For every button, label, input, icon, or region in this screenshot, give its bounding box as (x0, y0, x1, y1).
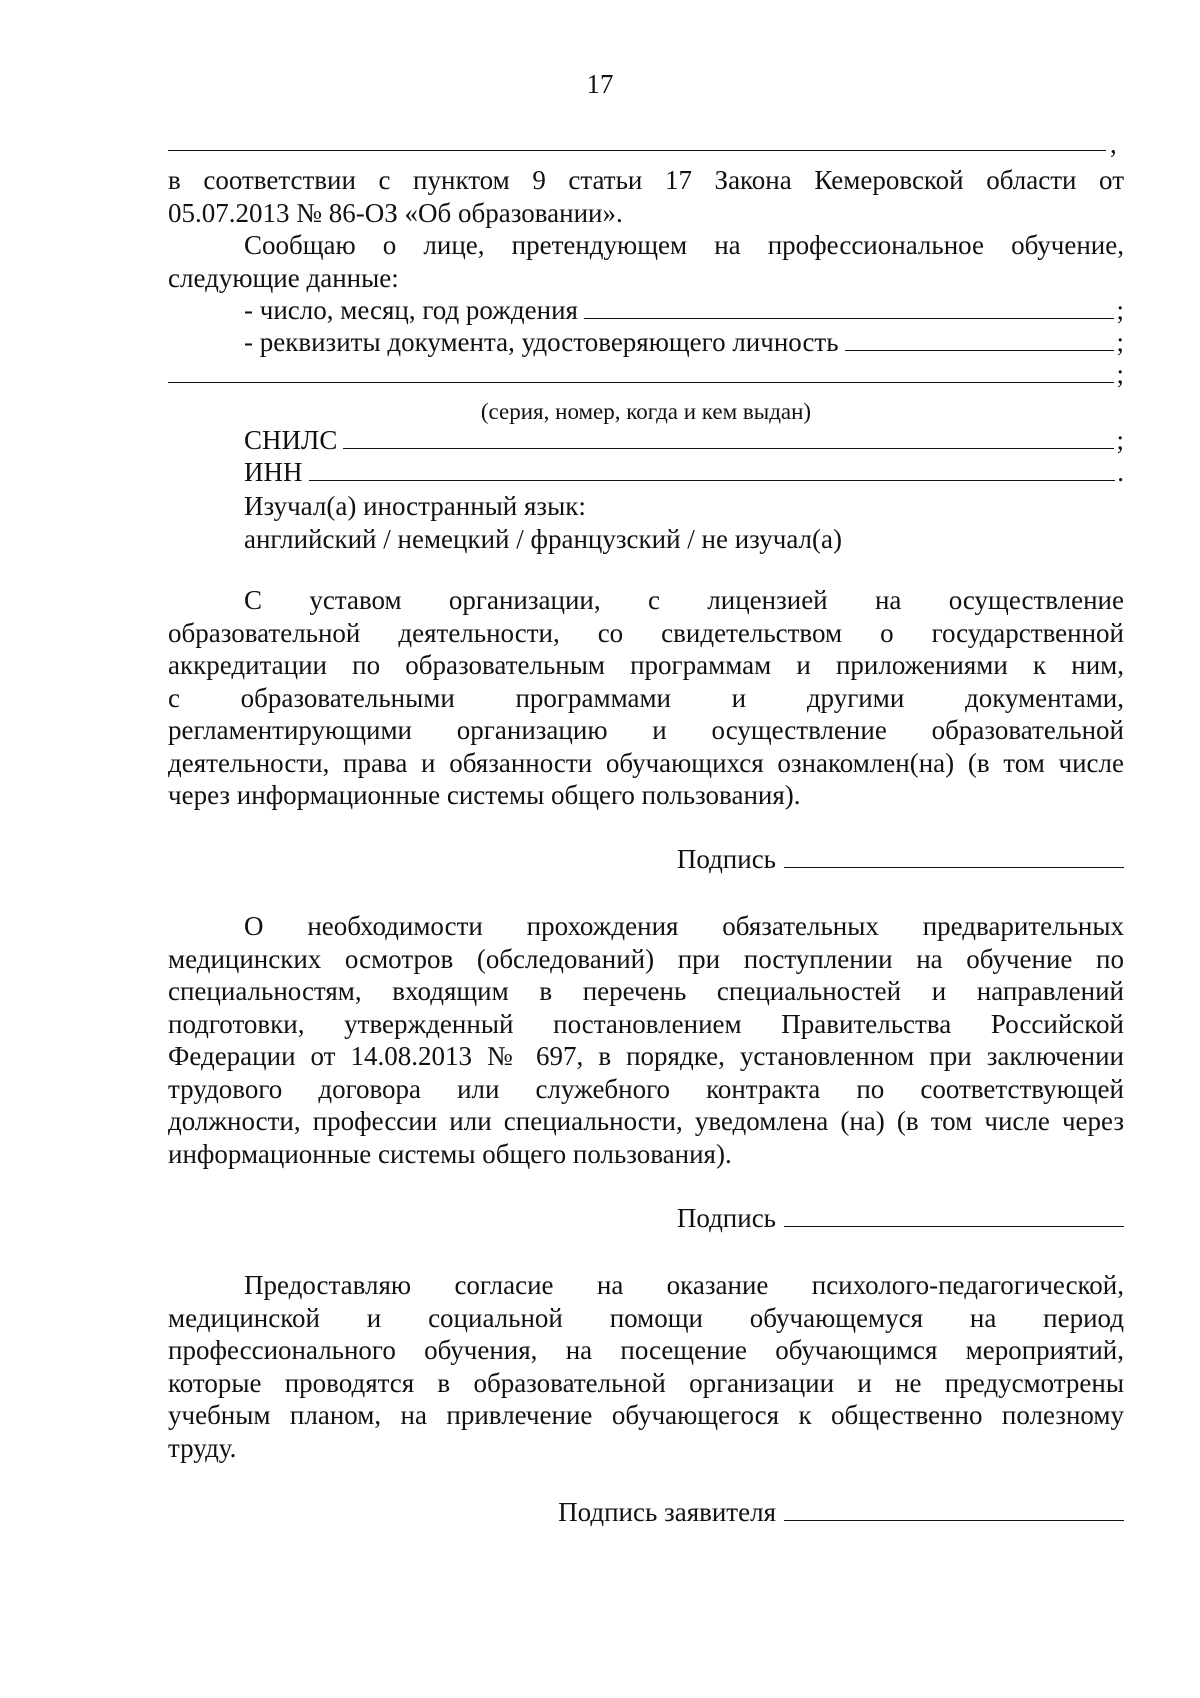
applicant-signature (558, 1497, 1124, 1528)
medical-line: трудового договора или служебного контракта по соответствующей (168, 1073, 1124, 1104)
inn-field (244, 456, 1124, 489)
medical-line: подготовки, утвержденный постановлением Правительства Российской (168, 1008, 1124, 1039)
signature-input-line[interactable] (784, 1225, 1124, 1227)
medical-line: медицинских осмотров (обследований) при поступлении на обучение по (168, 943, 1124, 974)
top-blank-line (168, 150, 1106, 151)
page-number: 17 (586, 69, 614, 99)
report-line-2: следующие данные: (168, 262, 399, 293)
consent-line: медицинской и социальной помощи обучающемуся на период (168, 1302, 1124, 1333)
birth-date-label: - число, месяц, год рождения (244, 295, 578, 325)
signature-label: Подпись (676, 1203, 776, 1233)
id-document-continuation-line[interactable] (168, 382, 1114, 383)
medical-line: О необходимости прохождения обязательных предварительных (244, 911, 1124, 941)
medical-line: специальностям, входящим в перечень специальностей и направлений (168, 976, 1124, 1006)
snils-input-line[interactable] (343, 448, 1114, 449)
consent-line: труду. (168, 1432, 237, 1463)
consent-line: которые проводятся в образовательной организации и не предусмотрены (168, 1367, 1124, 1398)
medical-paragraph (168, 910, 1124, 1170)
intro-line-1: в соответствии с пунктом 9 статьи 17 Закона Кемеровской области от (168, 165, 1124, 195)
consent-line: профессионального обучения, на посещение обучающимся мероприятий, (168, 1335, 1124, 1365)
medical-line: должности, профессии или специальности, уведомлена (на) (в том числе через (168, 1106, 1124, 1136)
charter-line: аккредитации по образовательным программам и приложениями к ним, (168, 650, 1124, 680)
consent-line: Предоставляю согласие на оказание психолого-педагогической, (244, 1270, 1124, 1300)
birth-date-field (244, 294, 1124, 327)
inn-label: ИНН (244, 457, 303, 487)
signature-input-line[interactable] (784, 866, 1124, 868)
applicant-signature-input-line[interactable] (784, 1519, 1124, 1521)
snils-field (244, 424, 1124, 457)
inn-end: . (1117, 457, 1124, 487)
top-comma: , (1110, 129, 1117, 159)
inn-input-line[interactable] (309, 480, 1116, 481)
intro-paragraph (168, 164, 1124, 294)
language-block (244, 490, 1124, 555)
charter-signature (677, 844, 1124, 875)
intro-line-2: 05.07.2013 № 86-ОЗ «Об образовании». (168, 197, 623, 228)
id-document-end: ; (1116, 327, 1124, 357)
id-document-continuation-end: ; (1116, 359, 1124, 389)
birth-date-end: ; (1116, 295, 1124, 325)
charter-line: С уставом организации, с лицензией на осуществление (244, 585, 1124, 615)
medical-line: информационные системы общего пользования). (168, 1138, 732, 1169)
snils-label: СНИЛС (244, 425, 338, 455)
charter-paragraph (168, 584, 1124, 812)
language-options: английский / немецкий / французский / не изучал(а) (244, 523, 842, 554)
snils-end: ; (1116, 425, 1124, 455)
id-document-label: - реквизиты документа, удостоверяющего личность (244, 327, 839, 357)
charter-line: образовательной деятельности, со свидетельством о государственной (168, 617, 1124, 648)
charter-line: регламентирующими организацию и осуществление образовательной (168, 715, 1124, 745)
medical-line: Федерации от 14.08.2013 № 697, в порядке, установленном при заключении (168, 1041, 1124, 1071)
id-document-field (244, 326, 1124, 359)
consent-line: учебным планом, на привлечение обучающегося к общественно полезному (168, 1400, 1124, 1430)
language-label: Изучал(а) иностранный язык: (244, 491, 586, 521)
charter-line: с образовательными программами и другими документами, (168, 682, 1124, 713)
charter-line: через информационные системы общего пользования). (168, 780, 801, 810)
id-document-continuation (168, 358, 1124, 391)
birth-date-input-line[interactable] (584, 318, 1115, 319)
id-document-input-line[interactable] (845, 350, 1115, 351)
signature-label: Подпись (676, 844, 776, 874)
id-document-hint: (серия, номер, когда и кем выдан) (480, 399, 812, 424)
medical-signature (677, 1203, 1124, 1234)
consent-paragraph (168, 1269, 1124, 1464)
report-line-1: Сообщаю о лице, претендующем на профессиональное обучение, (244, 230, 1124, 260)
applicant-signature-label: Подпись заявителя (558, 1497, 776, 1527)
charter-line: деятельности, права и обязанности обучающихся ознакомлен(на) (в том числе (168, 747, 1124, 778)
